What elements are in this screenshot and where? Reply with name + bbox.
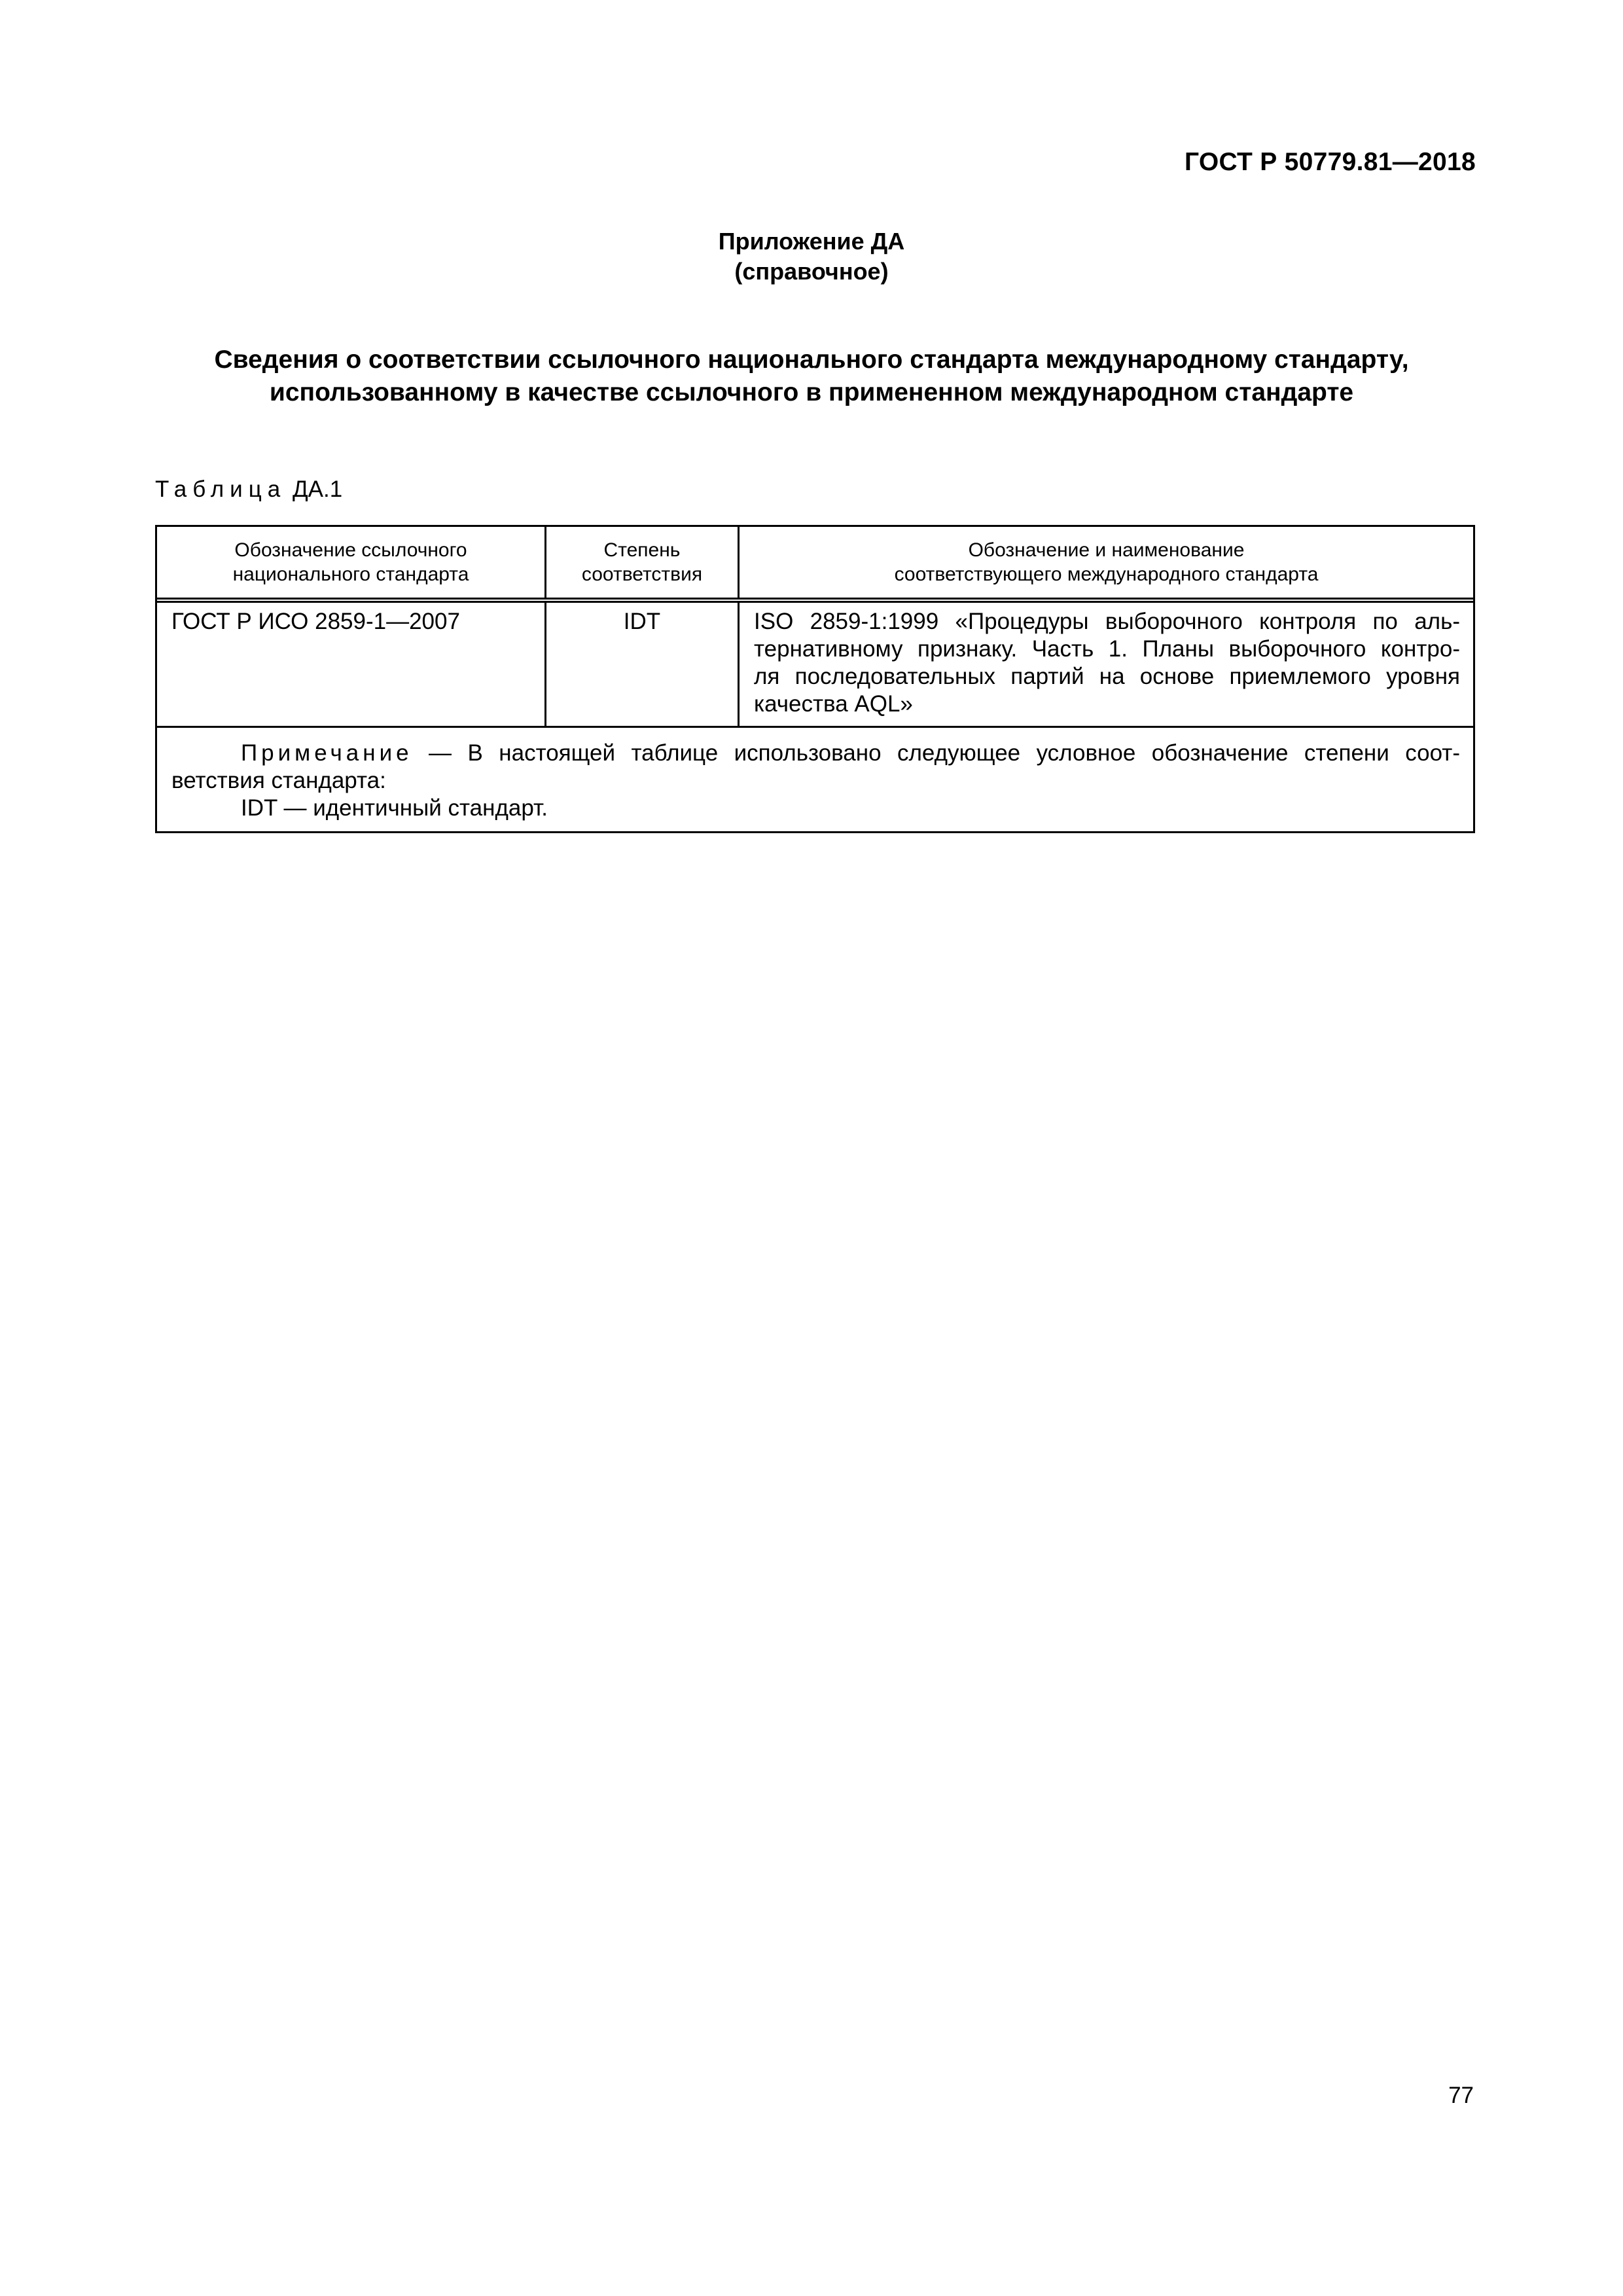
header-international-standard-line-1: Обозначение и наименование bbox=[968, 539, 1245, 561]
header-international-standard-line-2: соответствующего международного стандарта bbox=[894, 564, 1319, 585]
note-line-1-text: — В настоящей таблице использовано следующее условное обозначение степени соот- bbox=[429, 740, 1460, 766]
page-number: 77 bbox=[1448, 2083, 1474, 2108]
header-national-standard-line-1: Обозначение ссылочного bbox=[234, 539, 467, 561]
appendix-title: Приложение ДА bbox=[718, 228, 905, 255]
table-caption-number: ДА.1 bbox=[292, 476, 343, 502]
cell-national-standard: ГОСТ Р ИСО 2859-1—2007 bbox=[157, 603, 546, 726]
note-label: Примечание bbox=[241, 740, 413, 766]
cell-international-line-3: ля последовательных партий на основе приемлемого уровня bbox=[754, 664, 1460, 689]
table-caption bbox=[155, 476, 342, 503]
table-note bbox=[157, 726, 1473, 831]
section-heading bbox=[157, 344, 1466, 409]
table-header-row bbox=[157, 527, 1473, 598]
header-national-standard bbox=[157, 527, 546, 598]
note-line-1 bbox=[171, 740, 1460, 767]
table-caption-word: Таблица bbox=[155, 476, 287, 502]
header-degree-line-1: Степень bbox=[603, 539, 681, 561]
appendix-subtitle: (справочное) bbox=[734, 258, 889, 285]
document-code: ГОСТ Р 50779.81—2018 bbox=[1184, 148, 1476, 176]
cell-international-line-1: ISO 2859-1:1999 «Процедуры выборочного контроля по аль- bbox=[754, 609, 1460, 634]
header-double-rule bbox=[157, 598, 1473, 603]
note-line-3: IDT — идентичный стандарт. bbox=[241, 795, 548, 821]
header-degree bbox=[546, 527, 740, 598]
cell-international-standard bbox=[740, 603, 1473, 726]
section-heading-line-2: использованному в качестве ссылочного в примененном международном стандарте bbox=[269, 378, 1354, 406]
note-line-2: ветствия стандарта: bbox=[171, 768, 386, 793]
header-international-standard bbox=[740, 527, 1473, 598]
appendix-block bbox=[0, 226, 1623, 287]
cell-international-line-2: тернативному признаку. Часть 1. Планы выборочного контро- bbox=[754, 636, 1460, 662]
cell-international-line-4: качества AQL» bbox=[754, 691, 913, 717]
cell-degree: IDT bbox=[546, 603, 740, 726]
header-national-standard-line-2: национального стандарта bbox=[232, 564, 469, 585]
table-row bbox=[157, 603, 1473, 726]
header-degree-line-2: соответствия bbox=[581, 564, 703, 585]
correspondence-table bbox=[155, 525, 1475, 833]
section-heading-line-1: Сведения о соответствии ссылочного национального стандарта международному стандарту, bbox=[214, 346, 1409, 374]
